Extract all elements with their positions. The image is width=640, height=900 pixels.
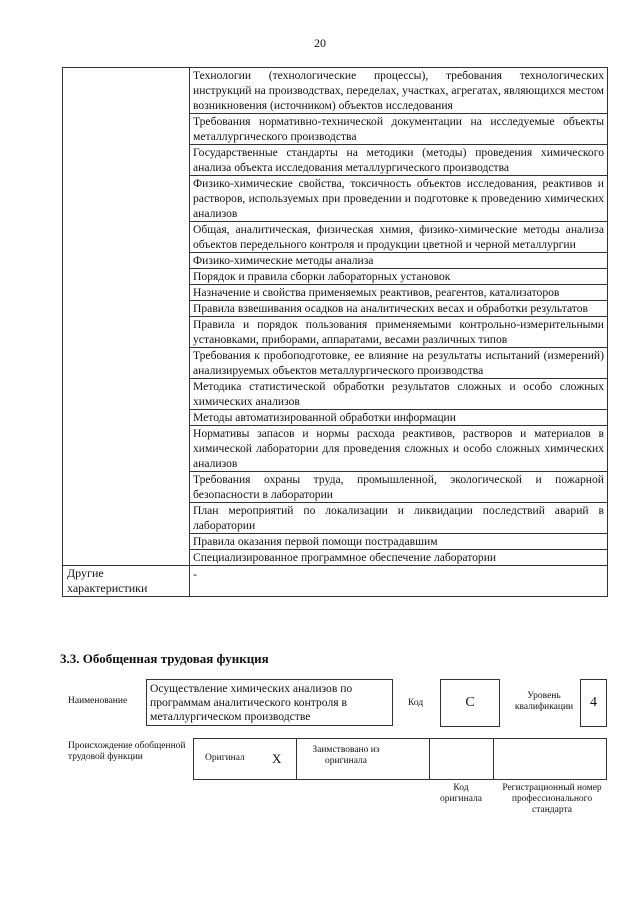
origin-divider: [429, 738, 430, 780]
requirement-item: Правила взвешивания осадков на аналитических весах и обработки результатов: [190, 301, 608, 317]
row-label-empty: [63, 68, 190, 566]
requirement-item: Государственные стандарты на методики (методы) проведения химического анализа объекта исследования металлургического производства: [190, 145, 608, 176]
origin-divider: [493, 738, 494, 780]
requirement-item: Методы автоматизированной обработки информации: [190, 410, 608, 426]
requirement-item: Правила и порядок пользования применяемыми контрольно-измерительными установками, приборами, аппаратами, весами различных типов: [190, 317, 608, 348]
table-row: [63, 68, 608, 114]
registration-caption: Регистрационный номер профессионального стандарта: [502, 783, 602, 815]
original-mark: X: [272, 751, 282, 766]
requirement-item: Порядок и правила сборки лабораторных установок: [190, 269, 608, 285]
requirement-item: Требования охраны труда, промышленной, экологической и пожарной безопасности в лаборатории: [190, 472, 608, 503]
page-number: 20: [314, 36, 326, 50]
name-label: Наименование: [68, 696, 128, 706]
level-box: [580, 679, 607, 727]
requirement-item: Физико-химические свойства, токсичность объектов исследования, реактивов и растворов, используемых при проведении и подготовке к проведению химических анализов: [190, 176, 608, 222]
function-name-value: Осуществление химических анализов по программам аналитического контроля в металлургическом производстве: [150, 682, 353, 723]
requirement-item: План мероприятий по локализации и ликвидации последствий аварий в лаборатории: [190, 503, 608, 534]
code-box: [440, 679, 500, 727]
requirement-item: Требования к пробоподготовке, ее влияние на результаты испытаний (измерений) анализируемых объектов металлургического производства: [190, 348, 608, 379]
requirement-item: Физико-химические методы анализа: [190, 253, 608, 269]
requirement-item: Методика статистической обработки результатов сложных и особо сложных химических анализов: [190, 379, 608, 410]
requirement-item: Технологии (технологические процессы), требования технологических инструкций на производствах, переделах, участках, агрегатах, являющихся местом возникновения (источником) объектов исследования: [190, 68, 608, 114]
code-label: Код: [408, 698, 424, 708]
requirement-item: Назначение и свойства применяемых реактивов, реагентов, катализаторов: [190, 285, 608, 301]
level-label: Уровень квалификации: [514, 691, 574, 712]
code-original-caption: Код оригинала: [440, 783, 482, 804]
code-value: C: [465, 695, 475, 710]
table-row-other: [63, 566, 608, 597]
other-characteristics-label: Другие характеристики: [63, 566, 190, 597]
requirements-table: [62, 67, 608, 597]
section-title: 3.3. Обобщенная трудовая функция: [60, 651, 269, 666]
requirement-item: Специализированное программное обеспечение лаборатории: [190, 550, 608, 566]
origin-label: Происхождение обобщенной трудовой функции: [68, 741, 186, 762]
function-name-box: [146, 679, 393, 726]
origin-row: [193, 738, 607, 780]
borrowed-label: Заимствовано из оригинала: [312, 745, 380, 766]
origin-divider: [296, 738, 297, 780]
original-label: Оригинал: [205, 753, 245, 763]
requirement-item: Правила оказания первой помощи пострадавшим: [190, 534, 608, 550]
requirement-item: Нормативы запасов и нормы расхода реактивов, растворов и материалов в химической лаборатории для проведения сложных и особо сложных химических анализов: [190, 426, 608, 472]
requirement-item: Требования нормативно-технической документации на исследуемые объекты металлургического производства: [190, 114, 608, 145]
level-value: 4: [590, 695, 597, 710]
requirement-item: Общая, аналитическая, физическая химия, физико-химические методы анализа объектов передельного контроля и продукции цветной и черной металлургии: [190, 222, 608, 253]
other-characteristics-value: -: [190, 566, 608, 597]
